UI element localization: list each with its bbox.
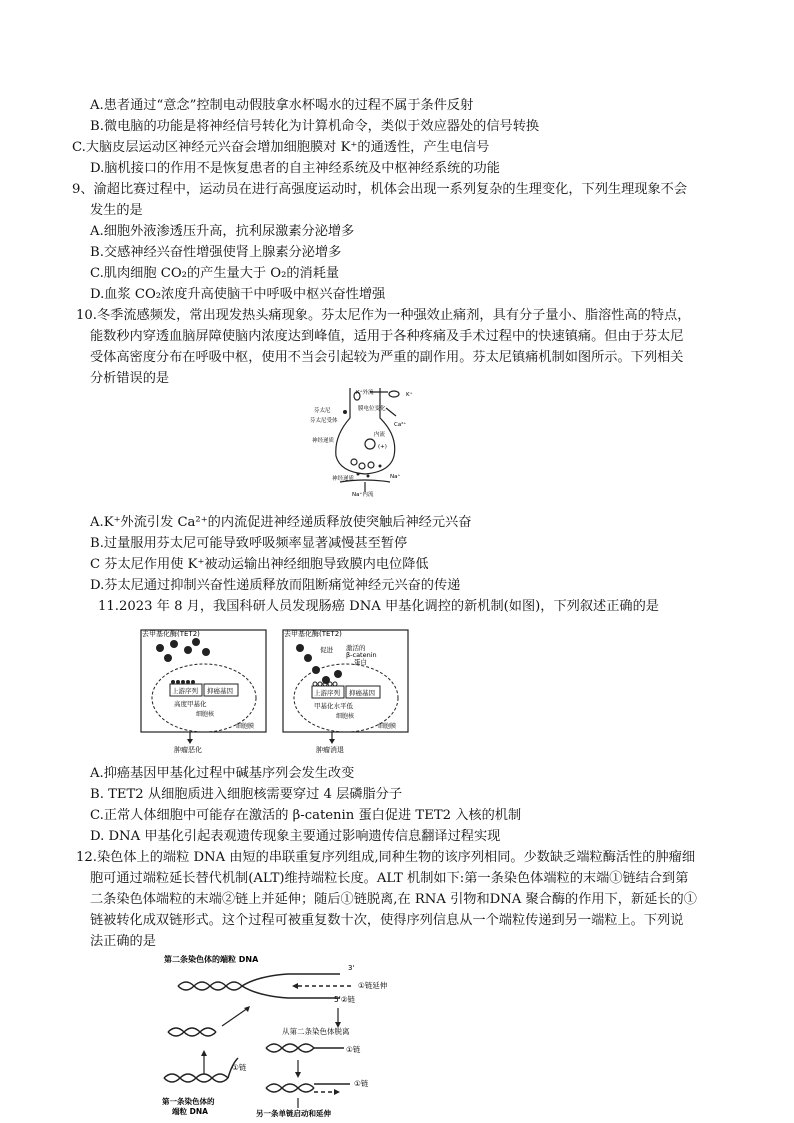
left-state-label: 高度甲基化 xyxy=(174,700,207,708)
fig-influx-label: 内流 xyxy=(374,432,386,438)
left-upstream-label: 上游序列 xyxy=(172,687,198,695)
fig-ca-label: Ca²⁺ xyxy=(394,422,407,428)
q9-option-d: D.血浆 CO₂浓度升高使脑干中呼吸中枢兴奋性增强 xyxy=(90,287,386,302)
q9-stem-line-2: 发生的是 xyxy=(90,203,143,218)
left-gene-label: 抑癌基因 xyxy=(207,687,233,695)
right-activated-label-3: 蛋白 xyxy=(354,658,367,666)
right-state-label: 甲基化水平低 xyxy=(314,702,353,710)
right-nucleus-label: 细胞核 xyxy=(336,713,355,720)
chain1-extend-label: ①链延伸 xyxy=(358,981,388,990)
q10-option-a: A.K⁺外流引发 Ca²⁺的内流促进神经递质释放使突触后神经元兴奋 xyxy=(90,515,472,530)
right-cell-label: 细胞膜 xyxy=(378,723,397,730)
three-prime-label: 3' xyxy=(348,964,355,972)
right-title-label: 去甲基化酶(TET2) xyxy=(284,630,342,638)
q11-option-b: B. TET2 从细胞质进入细胞核需要穿过 4 层磷脂分子 xyxy=(90,787,403,802)
q8-option-d: D.脑机接口的作用不是恢复患者的自主神经系统及中枢神经系统的功能 xyxy=(90,161,500,176)
q10-stem-line-1: 10.冬季流感频发，常出现发热头痛现象。芬太尼作为一种强效止痛剂，具有分子量小、脂溶性高的特点， xyxy=(76,308,691,323)
detach-label: 从第二条染色体脱离 xyxy=(282,1027,350,1036)
fentanyl-mechanism-diagram xyxy=(310,386,420,498)
q10-stem-line-2: 能数秒内穿透血脑屏障使脑内浓度达到峰值，适用于各种疼痛及手术过程中的快速镇痛。但由于芬太尼 xyxy=(90,329,684,344)
q10-stem-line-4: 分析错误的是 xyxy=(90,371,170,386)
chain1-c-label: ①链 xyxy=(354,1079,369,1088)
fig-potential-label: 膜电位变化 xyxy=(358,406,386,412)
fig-k-label: K⁺ xyxy=(406,392,413,398)
q11-option-d: D. DNA 甲基化引起表观遗传现象主要通过影响遗传信息翻译过程实现 xyxy=(90,829,501,844)
q8-option-c: C.大脑皮层运动区神经元兴奋会增加细胞膜对 K⁺的通透性，产生电信号 xyxy=(72,140,490,155)
q10-option-b: B.过量服用芬太尼可能导致呼吸频率显著减慢甚至暂停 xyxy=(90,536,408,551)
fig-transmitter-label: 神经递质 xyxy=(312,438,335,444)
right-upstream-label: 上游序列 xyxy=(314,689,340,697)
alt-mechanism-diagram xyxy=(158,952,420,1120)
left-cell-label: 细胞膜 xyxy=(236,723,255,730)
q12-stem-line-2: 胞可通过端粒延长替代机制(ALT)维持端粒长度。ALT 机制如下:第一条染色体端粒的末端①链结合到第 xyxy=(90,871,689,886)
q10-stem-line-3: 受体高密度分布在呼吸中枢，使用不当会引起较为严重的副作用。芬太尼镇痛机制如图所示。下列相关 xyxy=(90,350,684,365)
q9-option-b: B.交感神经兴奋性增强使肾上腺素分泌增多 xyxy=(90,245,342,260)
q12-stem-line-4: 链被转化成双链形式。这个过程可被重复数十次，使得序列信息从一个端粒传递到另一端粒上。下列说 xyxy=(90,913,684,928)
q11-option-a: A.抑癌基因甲基化过程中碱基序列会发生改变 xyxy=(90,766,355,781)
q12-stem-line-5: 法正确的是 xyxy=(90,934,156,949)
q12-stem-line-1: 12.染色体上的端粒 DNA 由短的串联重复序列组成,同种生物的该序列相同。少数缺乏端粒酶活性的肿瘤细 xyxy=(76,850,696,865)
fig-transmitter-receptor-label: 神经递质 xyxy=(332,476,355,482)
fig-na-influx-label: Na⁺内流 xyxy=(352,492,374,498)
fig-na-label: Na⁺ xyxy=(390,474,401,480)
left-result-label: 肿瘤恶化 xyxy=(174,746,202,754)
first-chromosome-label-2: 端粒 DNA xyxy=(172,1107,208,1116)
right-activated-label-2: β-catenin xyxy=(346,651,377,659)
left-nucleus-label: 细胞核 xyxy=(196,711,215,718)
dna-methylation-diagram xyxy=(140,624,410,754)
q10-option-c: C 芬太尼作用使 K⁺被动运输出神经细胞导致膜内电位降低 xyxy=(90,557,429,572)
fig-fentanyl-label: 芬太尼 xyxy=(314,408,331,414)
first-chromosome-label-1: 第一条染色体的 xyxy=(162,1097,215,1106)
q8-option-a: A.患者通过“意念”控制电动假肢拿水杯喝水的过程不属于条件反射 xyxy=(90,98,474,113)
chain1-b-label: ①链 xyxy=(232,1063,247,1072)
q9-stem-line-1: 9、渝超比赛过程中，运动员在进行高强度运动时，机体会出现一系列复杂的生理变化，下列生理现象不会 xyxy=(72,182,688,197)
fig-k-out-label: K⁺外流 xyxy=(356,390,374,396)
fig-plus-label: (+) xyxy=(378,444,387,450)
q11-option-c: C.正常人体细胞中可能存在激活的 β-catenin 蛋白促进 TET2 入核的机制 xyxy=(90,808,522,823)
q9-option-a: A.细胞外液渗透压升高，抗利尿激素分泌增多 xyxy=(90,224,355,239)
right-activated-label-1: 激活的 xyxy=(346,644,366,652)
right-result-label: 肿瘤消退 xyxy=(316,746,344,754)
q11-stem: 11.2023 年 8 月，我国科研人员发现肠癌 DNA 甲基化调控的新机制(如图)，下列叙述正确的是 xyxy=(98,599,659,614)
chain1-a-label: ①链 xyxy=(346,1045,361,1054)
chain2-label: 5'②链 xyxy=(334,995,356,1004)
q8-option-b: B.微电脑的功能是将神经信号转化为计算机命令，类似于效应器处的信号转换 xyxy=(90,119,540,134)
right-gene-label: 抑癌基因 xyxy=(349,689,375,697)
fig-receptor-label: 芬太尼受体 xyxy=(310,418,338,424)
other-chain-label: 另一条单链启动和延伸 xyxy=(256,1109,331,1118)
q9-option-c: C.肌肉细胞 CO₂的产生量大于 O₂的消耗量 xyxy=(90,266,340,281)
alt-title-label: 第二条染色体的端粒 DNA xyxy=(164,955,259,964)
q12-stem-line-3: 二条染色体端粒的末端②链上并延伸；随后①链脱离,在 RNA 引物和DNA 聚合酶的作用下，新延长的① xyxy=(90,892,697,907)
right-promote-label: 促进 xyxy=(320,646,333,654)
q10-option-d: D.芬太尼通过抑制兴奋性递质释放而阻断痛觉神经元兴奋的传递 xyxy=(90,578,461,593)
left-title-label: 去甲基化酶(TET2) xyxy=(142,630,200,638)
